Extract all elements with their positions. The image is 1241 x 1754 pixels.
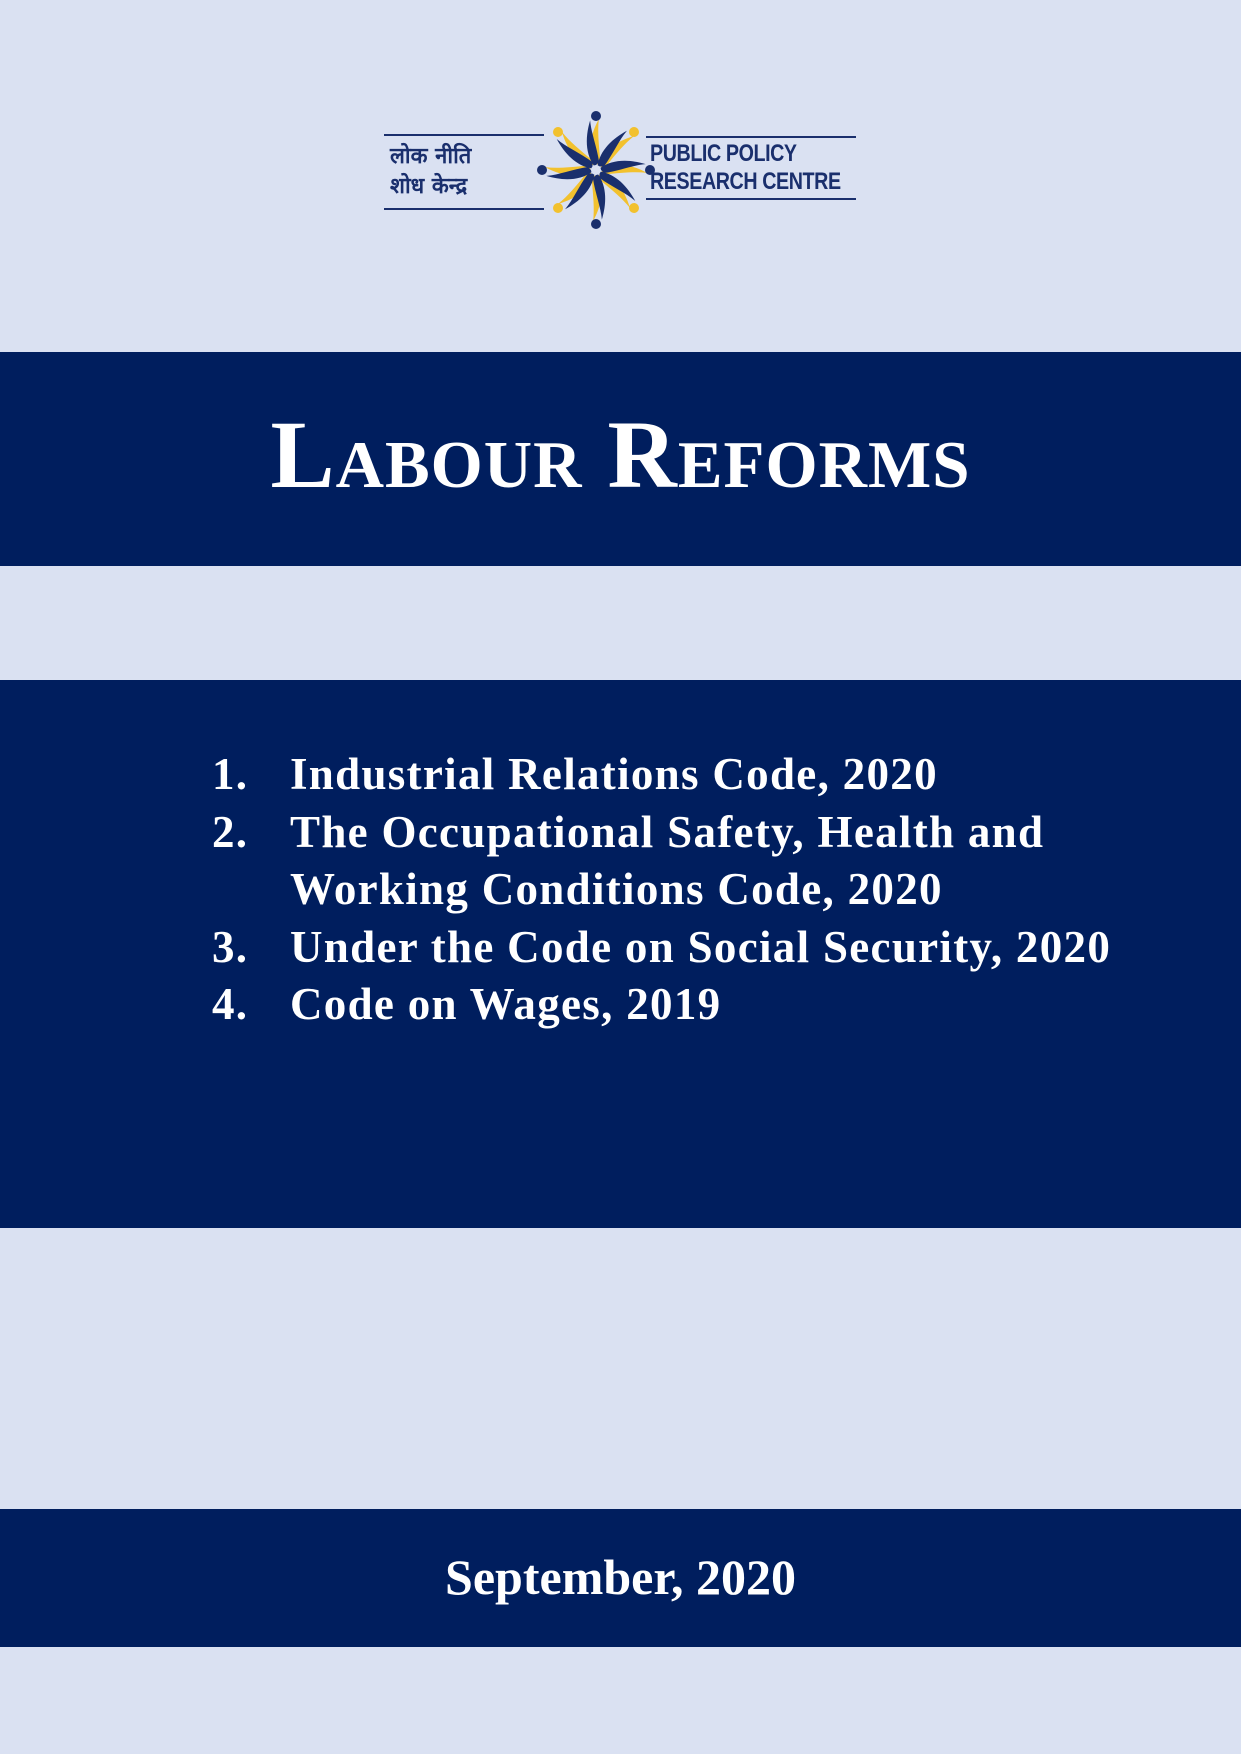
reforms-band bbox=[0, 680, 1241, 1228]
logo-english-line2: RESEARCH CENTRE bbox=[650, 168, 841, 195]
logo-hindi-line1: लोक नीति bbox=[390, 144, 472, 169]
list-item-text: Code on Wages, 2019 bbox=[290, 979, 722, 1029]
logo-rule bbox=[384, 134, 544, 136]
pinwheel-people-emblem-icon bbox=[534, 108, 658, 232]
logo-english-text bbox=[646, 136, 856, 216]
list-item bbox=[212, 919, 1112, 977]
list-item-text: The Occupational Safety, Health and Working Conditions Code, 2020 bbox=[290, 806, 1045, 914]
list-item-text: Under the Code on Social Security, 2020 bbox=[290, 921, 1112, 972]
reforms-list bbox=[212, 746, 1112, 1034]
date-band bbox=[0, 1509, 1241, 1647]
logo-english-line1: PUBLIC POLICY bbox=[650, 140, 797, 167]
logo-hindi-text bbox=[384, 134, 544, 214]
title-band bbox=[0, 352, 1241, 566]
logo-rule bbox=[384, 208, 544, 210]
list-item-number: 2. bbox=[212, 806, 249, 857]
list-item-number: 3. bbox=[212, 921, 249, 972]
list-item-text: Industrial Relations Code, 2020 bbox=[290, 749, 938, 799]
list-item bbox=[212, 746, 1112, 804]
page-title: Labour Reforms bbox=[270, 401, 971, 508]
list-item bbox=[212, 804, 1112, 919]
logo-hindi-line2: शोध केन्द्र bbox=[390, 174, 468, 199]
list-item bbox=[212, 976, 1112, 1034]
logo-rule bbox=[646, 136, 856, 138]
ppr-logo bbox=[384, 108, 856, 232]
list-item-number: 4. bbox=[212, 979, 249, 1029]
logo-rule bbox=[646, 198, 856, 200]
list-item-number: 1. bbox=[212, 749, 249, 799]
publication-date: September, 2020 bbox=[445, 1549, 796, 1605]
